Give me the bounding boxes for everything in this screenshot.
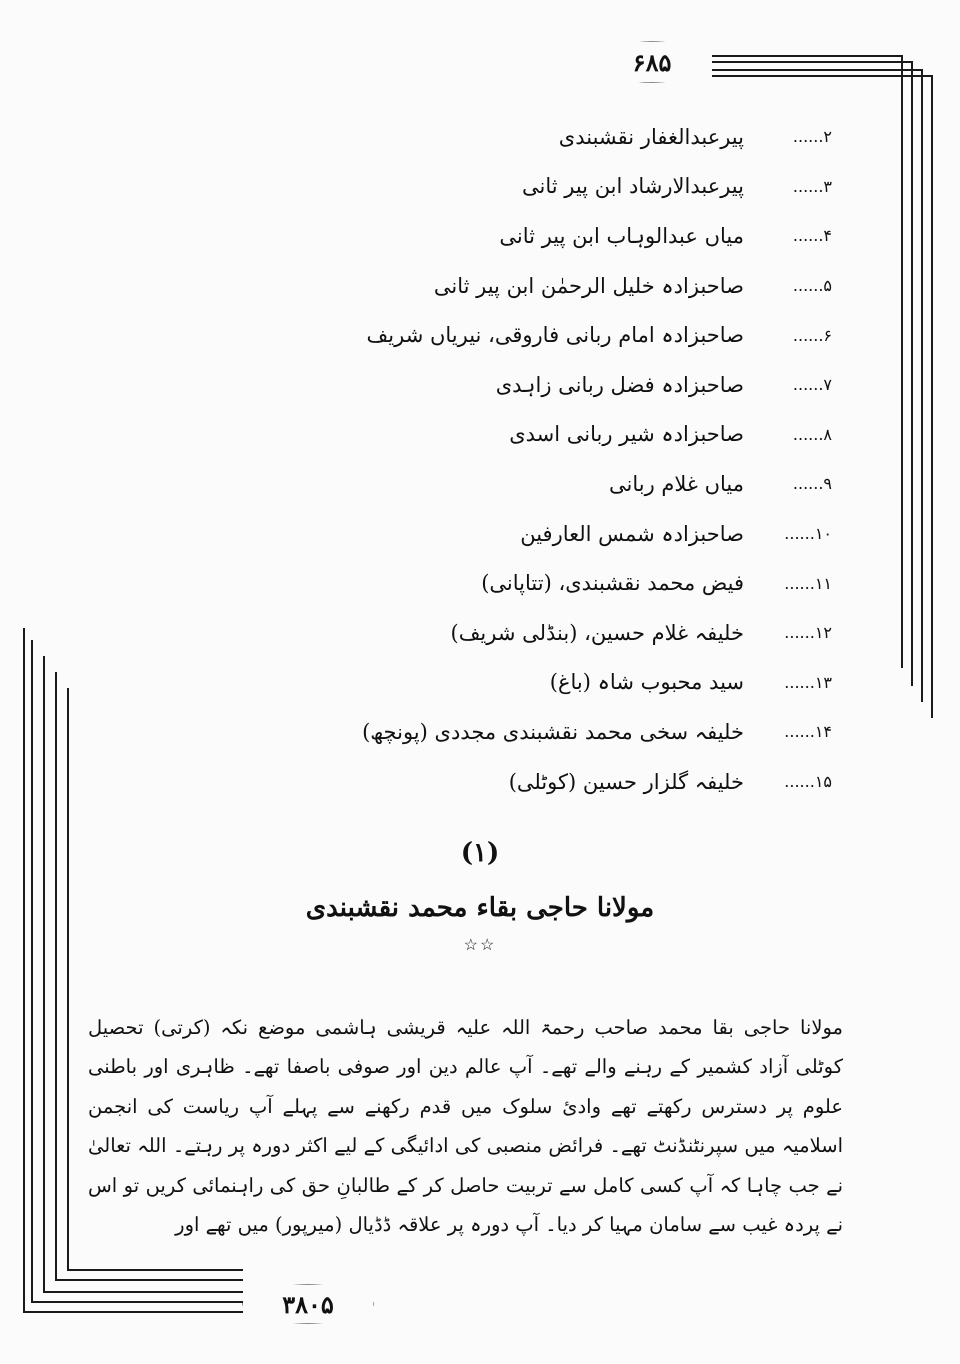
list-item-number: ۷......: [792, 375, 832, 395]
list-item-name: پیرعبدالارشاد ابن پیر ثانی: [521, 174, 744, 199]
list-item-number: ۱۲......: [784, 623, 832, 643]
list-item: [312, 658, 832, 708]
page-number-bottom: [243, 1285, 373, 1323]
list-item: [312, 211, 832, 261]
star-ornament: ☆☆: [463, 935, 497, 954]
page-number-bottom-text: ۳۸۰۵: [282, 1289, 334, 1319]
list-item-name: میاں غلام ربانی: [608, 471, 744, 496]
list-item-name: صاحبزادہ شیر ربانی اسدی: [509, 422, 744, 447]
list-item-name: خلیفہ سخی محمد نقشبندی مجددی (پونچھ): [362, 719, 744, 744]
list-item-number: ۱۳......: [784, 672, 832, 692]
list-item: [312, 162, 832, 212]
list-item-name: فیض محمد نقشبندی، (تتاپانی): [481, 571, 744, 596]
section-title: مولانا حاجی بقاء محمد نقشبندی: [305, 893, 655, 923]
list-item-number: ۵......: [792, 276, 832, 296]
list-item-name: خلیفہ غلام حسین، (بنڈلی شریف): [450, 620, 744, 645]
list-item: [312, 608, 832, 658]
successors-list: [312, 112, 832, 806]
list-item-name: صاحبزادہ فضل ربانی زاہدی: [495, 372, 744, 397]
list-item-number: ۱۵......: [784, 772, 832, 792]
list-item-name: پیرعبدالغفار نقشبندی: [558, 124, 744, 149]
list-item: [312, 459, 832, 509]
list-item-number: ۱۰......: [784, 524, 832, 544]
list-item-number: ۹......: [792, 474, 832, 494]
section-number: (۱): [460, 838, 500, 868]
page-number-top: [592, 42, 712, 82]
list-item-name: صاحبزادہ خلیل الرحمٰن ابن پیر ثانی: [433, 273, 744, 298]
list-item: [312, 757, 832, 807]
list-item-number: ۳......: [792, 176, 832, 196]
list-item-number: ۶......: [792, 325, 832, 345]
list-item-name: صاحبزادہ امام ربانی فاروقی، نیریاں شریف: [366, 323, 744, 348]
list-item-name: صاحبزادہ شمس العارفین: [520, 521, 744, 546]
list-item: [312, 707, 832, 757]
list-item: [312, 410, 832, 460]
list-item-number: ۲......: [792, 127, 832, 147]
list-item-name: سید محبوب شاہ (باغ): [549, 670, 744, 695]
list-item: [312, 509, 832, 559]
page-number-top-text: ۶۸۵: [632, 47, 672, 77]
list-item: [312, 112, 832, 162]
list-item-number: ۸......: [792, 424, 832, 444]
list-item: [312, 558, 832, 608]
list-item: [312, 261, 832, 311]
list-item: [312, 360, 832, 410]
list-item-name: خلیفہ گلزار حسین (کوٹلی): [508, 769, 744, 794]
list-item-name: میاں عبدالوہاب ابن پیر ثانی: [499, 223, 744, 248]
body-paragraph: مولانا حاجی بقا محمد صاحب رحمۃ اللہ علیہ قریشی ہاشمی موضع نکہ (کرتی) تحصیل کوٹلی آزاد کشمیر کے رہنے والے تھے۔ آپ عالم دین اور صوفی باصفا تھے۔ ظاہری اور باطنی علوم پر دسترس رکھتے تھے وادیٔ سلوک میں قدم رکھنے سے پہلے آپ ریاست کی انجمن اسلامیہ میں سپرنٹنڈنٹ تھے۔ فرائض منصبی کی ادائیگی کے لیے اکثر دورہ پر رہتے۔ اللہ تعالیٰ نے جب چاہا کہ آپ کسی کامل سے تربیت حاصل کر کے طالبانِ حق کی راہنمائی کریں تو اس نے پردہ غیب سے سامان مہیا کر دیا۔ آپ دورہ پر علاقہ ڈڈیال (میرپور) میں تھے اور: [88, 1016, 843, 1237]
list-item: [312, 310, 832, 360]
list-item-number: ۱۴......: [784, 722, 832, 742]
list-item-number: ۱۱......: [784, 573, 832, 593]
list-item-number: ۴......: [792, 226, 832, 246]
